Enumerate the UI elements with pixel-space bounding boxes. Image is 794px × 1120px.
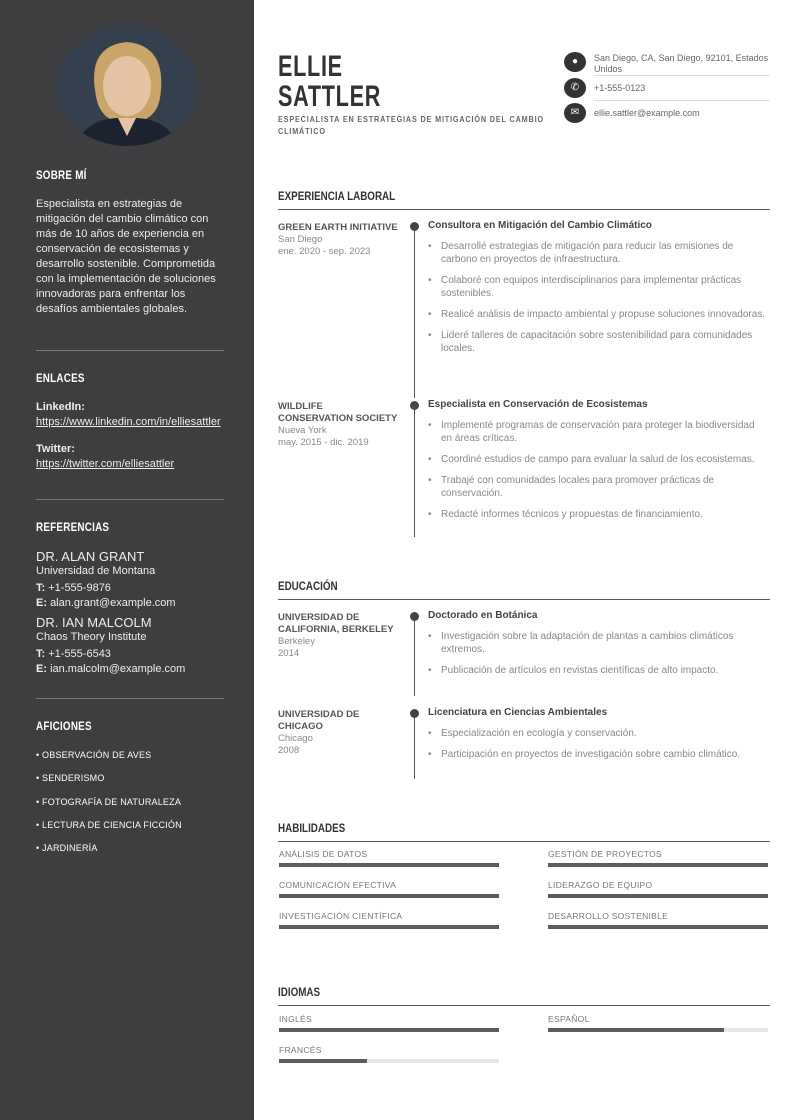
bar-track [279, 863, 499, 867]
bullet-item: • Realicé análisis de impacto ambiental y propuse soluciones innovadoras. [428, 308, 768, 321]
reference [36, 549, 226, 611]
org-location: Nueva York [278, 425, 327, 436]
timeline-line [414, 226, 415, 398]
hobbies-heading: AFICIONES [36, 719, 92, 733]
hobby-item: • JARDINERÍA [36, 843, 98, 853]
bullet-list [428, 240, 768, 363]
timeline-dot [410, 709, 419, 718]
bar-track [548, 925, 768, 929]
bar-label: GESTIÓN DE PROYECTOS [548, 849, 663, 859]
skill-bar [548, 911, 768, 929]
languages-heading [278, 983, 770, 1006]
references-list [36, 545, 226, 677]
bar-track [548, 894, 768, 898]
dates: may. 2015 - dic. 2019 [278, 437, 369, 448]
hobby-item: • FOTOGRAFÍA DE NATURALEZA [36, 797, 182, 807]
section-title: EXPERIENCIA LABORAL [278, 189, 396, 203]
links-section [36, 400, 226, 472]
reference-phone: +1-555-9876 [48, 582, 111, 594]
bar-track [279, 925, 499, 929]
org-name: GREEN EARTH INITIATIVE [278, 222, 398, 233]
divider [594, 75, 770, 76]
envelope-icon: ✉ [564, 103, 586, 123]
skill-bar [279, 849, 499, 867]
dates: 2014 [278, 648, 300, 659]
profile-photo [56, 26, 198, 146]
bar-fill [279, 925, 499, 929]
reference-email: ian.malcolm@example.com [50, 663, 186, 675]
bar-label: FRANCÉS [279, 1045, 322, 1055]
bar-label: COMUNICACIÓN EFECTIVA [279, 880, 397, 890]
timeline-line [414, 405, 415, 537]
bullet-item: • Investigación sobre la adaptación de plantas a cambios climáticos extremos. [428, 630, 768, 656]
section-title: HABILIDADES [278, 821, 346, 835]
bullet-item: • Implementé programas de conservación para proteger la biodiversidad en áreas críticas. [428, 419, 768, 445]
divider [594, 100, 770, 101]
bar-track [279, 1028, 499, 1032]
phone: +1-555-0123 [594, 83, 646, 93]
links-heading: ENLACES [36, 371, 85, 385]
sidebar [0, 0, 254, 1120]
bullet-item: • Publicación de artículos en revistas científicas de alto impacto. [428, 664, 768, 677]
skill-bar [279, 911, 499, 929]
language-bar [279, 1045, 499, 1063]
bar-fill [548, 863, 768, 867]
org-name: UNIVERSIDAD DE CHICAGO [278, 709, 360, 732]
bullet-item: • Participación en proyectos de investigación sobre cambio climático. [428, 748, 768, 761]
reference-name: DR. ALAN GRANT [36, 549, 145, 564]
skills-heading [278, 819, 770, 842]
bar-fill [548, 894, 768, 898]
reference-phone: +1-555-6543 [48, 648, 111, 660]
email: ellie.sattler@example.com [594, 108, 700, 118]
skill-bar [279, 880, 499, 898]
bar-label: INGLÉS [279, 1014, 312, 1024]
timeline-dot [410, 401, 419, 410]
bar-fill [548, 1028, 724, 1032]
map-pin-icon: ● [564, 52, 586, 72]
bullet-item: • Redacté informes técnicos y propuestas de financiamiento. [428, 508, 768, 521]
about-heading: SOBRE MÍ [36, 168, 87, 182]
bar-label: ANÁLISIS DE DATOS [279, 849, 368, 859]
bar-fill [279, 863, 499, 867]
language-bar [548, 1014, 768, 1032]
divider [36, 499, 224, 500]
bullet-list [428, 727, 768, 769]
phone-icon: ✆ [564, 78, 586, 98]
phone-label: T: [36, 582, 46, 594]
bar-fill [279, 894, 499, 898]
bar-fill [548, 925, 768, 929]
org-location: Chicago [278, 733, 313, 744]
about-text: Especialista en estrategias de mitigación del cambio climático con más de 10 años de experiencia en conservación de ecosistemas y desarrollo sostenible. Comprometida con la implementación de soluciones innovadoras para enfrentar los desafíos ambientales globales. [36, 198, 216, 315]
reference-org: Universidad de Montana [36, 565, 156, 577]
bullet-item: • Especialización en ecología y conservación. [428, 727, 768, 740]
bar-track [279, 894, 499, 898]
role-title: Consultora en Mitigación del Cambio Climático [428, 220, 652, 231]
timeline-dot [410, 222, 419, 231]
education-heading [278, 577, 770, 600]
link-label: Twitter: [36, 443, 75, 455]
email-label: E: [36, 597, 47, 609]
bar-label: ESPAÑOL [548, 1014, 590, 1024]
bar-label: DESARROLLO SOSTENIBLE [548, 911, 669, 921]
bar-fill [279, 1028, 499, 1032]
divider [36, 350, 224, 351]
org-location: Berkeley [278, 636, 315, 647]
contact-block [564, 52, 770, 122]
first-name: ELLIE [278, 50, 343, 83]
org-name: UNIVERSIDAD DE CALIFORNIA, BERKELEY [278, 612, 394, 635]
hobby-item: • OBSERVACIÓN DE AVES [36, 750, 152, 760]
bullet-item: • Lideré talleres de capacitación sobre sostenibilidad para comunidades locales. [428, 329, 768, 355]
role-title: Especialista en Conservación de Ecosistemas [428, 399, 648, 410]
divider [36, 698, 224, 699]
org-name: WILDLIFE CONSERVATION SOCIETY [278, 401, 398, 424]
bullet-item: • Coordiné estudios de campo para evaluar la salud de los ecosistemas. [428, 453, 768, 466]
bullet-list [428, 419, 768, 529]
role-title: Doctorado en Botánica [428, 610, 538, 621]
org-location: San Diego [278, 234, 323, 245]
section-title: IDIOMAS [278, 985, 321, 999]
section-title: EDUCACIÓN [278, 579, 338, 593]
reference [36, 615, 226, 677]
timeline-dot [410, 612, 419, 621]
hobby-item: • SENDERISMO [36, 773, 105, 783]
dates: 2008 [278, 745, 300, 756]
reference-name: DR. IAN MALCOLM [36, 615, 152, 630]
address: San Diego, CA, San Diego, 92101, Estados Unidos [594, 53, 769, 74]
bar-track [279, 1059, 499, 1063]
bullet-item: • Desarrollé estrategias de mitigación para reducir las emisiones de carbono en proyectos de infraestructura. [428, 240, 768, 266]
phone-label: T: [36, 648, 46, 660]
skill-bar [548, 849, 768, 867]
linkedin-link[interactable]: https://www.linkedin.com/in/elliesattler [36, 416, 221, 428]
bullet-item: • Trabajé con comunidades locales para promover prácticas de conservación. [428, 474, 768, 500]
twitter-link[interactable]: https://twitter.com/elliesattler [36, 458, 175, 470]
bar-track [548, 863, 768, 867]
bar-label: LIDERAZGO DE EQUIPO [548, 880, 653, 890]
timeline-line [414, 616, 415, 696]
reference-email: alan.grant@example.com [50, 597, 176, 609]
email-label: E: [36, 663, 47, 675]
link-label: LinkedIn: [36, 401, 85, 413]
dates: ene. 2020 - sep. 2023 [278, 246, 371, 257]
experience-heading [278, 187, 770, 210]
skill-bar [548, 880, 768, 898]
bar-track [548, 1028, 768, 1032]
role-title: Licenciatura en Ciencias Ambientales [428, 707, 608, 718]
bar-label: INVESTIGACIÓN CIENTÍFICA [279, 911, 403, 921]
reference-org: Chaos Theory Institute [36, 631, 147, 643]
last-name: SATTLER [278, 80, 382, 113]
language-bar [279, 1014, 499, 1032]
references-heading: REFERENCIAS [36, 520, 110, 534]
bullet-item: • Colaboré con equipos interdisciplinarios para implementar prácticas sostenibles. [428, 274, 768, 300]
hobby-item: • LECTURA DE CIENCIA FICCIÓN [36, 820, 182, 830]
bullet-list [428, 630, 768, 685]
bar-fill [279, 1059, 367, 1063]
timeline-line [414, 713, 415, 779]
job-title: ESPECIALISTA EN ESTRATEGIAS DE MITIGACIÓN DEL CAMBIO CLIMÁTICO [278, 114, 544, 136]
